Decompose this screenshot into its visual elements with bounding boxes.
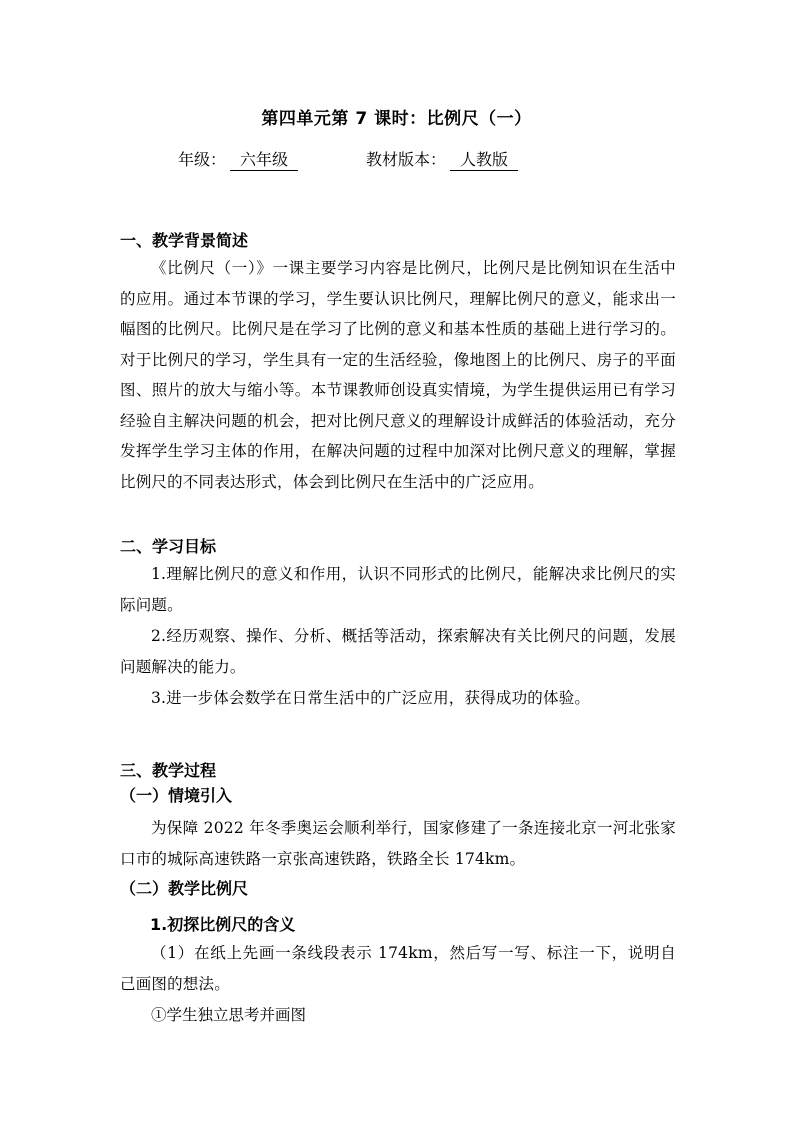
grade-label: 年级：: [178, 150, 227, 169]
section-heading-goals: 二、学习目标: [120, 537, 217, 556]
goal-item-1: 1.理解比例尺的意义和作用，认识不同形式的比例尺，能解决求比例尺的实际问题。: [120, 565, 676, 614]
goal-item-3: 3.进一步体会数学在日常生活中的广泛应用，获得成功的体验。: [151, 689, 591, 707]
step-heading-1: 1.初探比例尺的含义: [150, 915, 296, 934]
page-title: 第四单元第 7 课时：比例尺（一）: [261, 109, 532, 129]
background-paragraph: 《比例尺（一）》一课主要学习内容是比例尺，比例尺是比例知识在生活中的应用。通过本节课的学习，学生要认识比例尺，理解比例尺的意义，能求出一幅图的比例尺。比例尺是在学习了比例的意义和基本性质的基础上进行学习的。对于比例尺的学习，学生具有一定的生活经验，像地图上的比例尺、房子的平面图、照片的放大与缩小等。本节课教师创设真实情境，为学生提供运用已有学习经验自主解决问题的机会，把对比例尺意义的理解设计成鲜活的体验活动，充分发挥学生学习主体的作用，在解决问题的过程中加深对比例尺意义的理解，掌握比例尺的不同表达形式，体会到比例尺在生活中的广泛应用。: [120, 259, 676, 491]
section-heading-process: 三、教学过程: [120, 761, 217, 780]
edition-field: [366, 147, 518, 171]
step1-task: （1）在纸上先画一条线段表示 174km，然后写一写、标注一下，说明自己画图的想法。: [120, 944, 676, 993]
edition-value: 人教版: [450, 147, 518, 171]
subsection-heading-intro: （一）情境引入: [120, 786, 233, 805]
edition-label: 教材版本：: [366, 150, 447, 169]
step1-item: ①学生独立思考并画图: [151, 1006, 307, 1024]
intro-paragraph: 为保障 2022 年冬季奥运会顺利举行，国家修建了一条连接北京一河北张家口市的城际高速铁路一京张高速铁路，铁路全长 174km。: [120, 819, 676, 868]
goal-item-2: 2.经历观察、操作、分析、概括等活动，探索解决有关比例尺的问题，发展问题解决的能力。: [120, 627, 676, 676]
grade-value: 六年级: [230, 147, 298, 171]
section-heading-background: 一、教学背景简述: [120, 231, 249, 250]
grade-field: [178, 147, 298, 171]
subsection-heading-teaching: （二）教学比例尺: [120, 879, 249, 898]
